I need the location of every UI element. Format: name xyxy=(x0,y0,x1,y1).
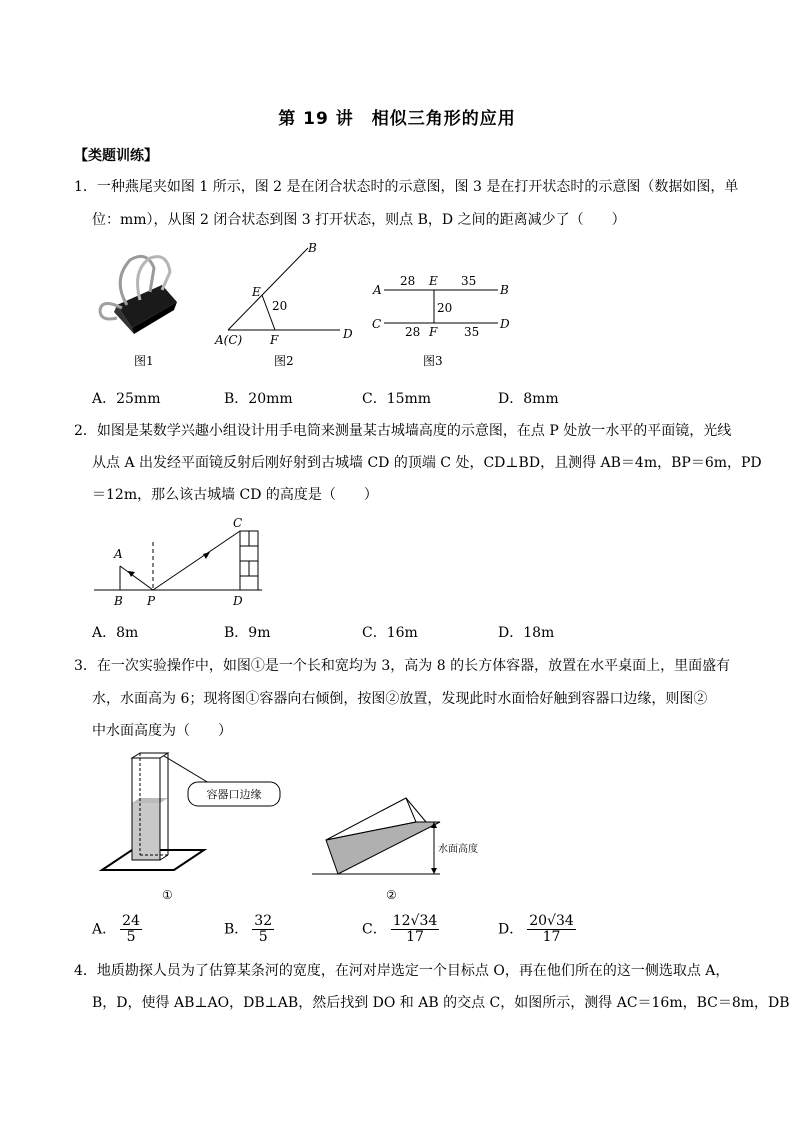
figure-wall-mirror xyxy=(92,512,272,612)
q3-text-line1: 3．在一次实验操作中，如图①是一个长和宽均为 3，高为 8 的长方体容器，放置在水平桌面上，里面盛有 xyxy=(74,658,731,674)
q3-option-b-letter: B． xyxy=(224,921,249,938)
q1-text-line1: 1．一种燕尾夹如图 1 所示，图 2 是在闭合状态时的示意图，图 3 是在打开状态时的示意图（数据如图，单 xyxy=(74,179,739,195)
q3-option-c-num: 12√34 xyxy=(392,913,438,929)
figure-upright-container xyxy=(92,748,292,878)
fig3-mid: 20 xyxy=(437,301,453,315)
fig3-top-left: 28 xyxy=(400,274,416,288)
fig3-caption: 图3 xyxy=(423,354,443,368)
fig2-length: 20 xyxy=(272,299,288,313)
q4-text-line1: 4．地质勘探人员为了估算某条河的宽度，在河对岸选定一个目标点 O，再在他们所在的这一侧选取点 A， xyxy=(74,963,730,979)
fig3-label-a: A xyxy=(373,283,382,297)
q2-text-line3: ＝12m，那么该古城墙 CD 的高度是（ ） xyxy=(92,487,378,503)
fig2-label-d: D xyxy=(343,327,353,341)
fig-q2-label-d: D xyxy=(233,594,243,608)
figure-tilted-container xyxy=(308,792,508,882)
fig-q2-label-p: P xyxy=(147,594,156,608)
fig2-label-f: F xyxy=(270,333,279,347)
callout-label: 容器口边缘 xyxy=(206,788,262,801)
fig3-bot-left: 28 xyxy=(405,325,421,339)
q3-option-d-num: 20√34 xyxy=(529,913,574,929)
q3-text-line3: 中水面高度为（ ） xyxy=(92,723,232,739)
q2-option-d[interactable]: D．18m xyxy=(498,625,555,641)
q3-option-a-num: 24 xyxy=(122,913,140,929)
fig-q3-caption-1: ① xyxy=(162,888,173,902)
height-label: 水面高度 xyxy=(438,844,478,855)
binder-clip-image xyxy=(92,250,187,345)
q2-text-line2: 从点 A 出发经平面镜反射后刚好射到古城墙 CD 的顶端 C 处，CD⊥BD，且测得 AB＝4m，BP＝6m，PD xyxy=(92,455,762,471)
q3-option-b-num: 32 xyxy=(254,913,273,929)
fig-q2-label-a: A xyxy=(114,547,123,561)
fig1-caption: 图1 xyxy=(134,354,154,368)
q3-option-d-den: 17 xyxy=(542,929,561,945)
q2-option-c[interactable]: C．16m xyxy=(362,625,418,641)
q3-option-d-letter: D． xyxy=(498,921,524,938)
fig3-label-d: D xyxy=(500,317,510,331)
q3-option-a[interactable] xyxy=(92,914,142,945)
q2-text-line1: 2．如图是某数学兴趣小组设计用手电筒来测量某古城墙高度的示意图，在点 P 处放一水平的平面镜，光线 xyxy=(74,423,732,439)
fig3-label-f: F xyxy=(429,325,438,339)
q3-option-c[interactable] xyxy=(362,914,439,945)
q3-option-a-den: 5 xyxy=(126,929,136,945)
q3-option-c-den: 17 xyxy=(406,929,424,945)
page-title: 第 19 讲 相似三角形的应用 xyxy=(278,109,516,129)
fig2-label-e: E xyxy=(252,285,261,299)
fig3-label-e: E xyxy=(429,274,438,288)
q2-option-a[interactable]: A．8m xyxy=(92,625,139,641)
fig2-label-ac: A(C) xyxy=(215,333,243,347)
q1-option-c[interactable]: C．15mm xyxy=(362,391,432,407)
figure-2-closed xyxy=(210,240,360,350)
q3-text-line2: 水，水面高为 6；现将图①容器向右倾倒，按图②放置，发现此时水面恰好触到容器口边缘，则图② xyxy=(92,691,708,707)
section-heading: 【类题训练】 xyxy=(74,148,158,164)
fig-q2-label-b: B xyxy=(114,594,123,608)
q1-option-d[interactable]: D．8mm xyxy=(498,391,559,407)
q3-option-b-den: 5 xyxy=(258,929,268,945)
fig2-label-b: B xyxy=(308,241,317,255)
q4-text-line2: B，D，使得 AB⊥AO，DB⊥AB，然后找到 DO 和 AB 的交点 C，如图所示，测得 AC＝16m，BC＝8m，DB xyxy=(92,995,790,1011)
fig3-label-b: B xyxy=(500,283,509,297)
q2-option-b[interactable]: B．9m xyxy=(224,625,271,641)
fig-q2-label-c: C xyxy=(233,516,243,530)
figure-3-open xyxy=(368,272,518,342)
q3-option-b[interactable] xyxy=(224,914,274,945)
fig-q3-caption-2: ② xyxy=(386,888,397,902)
q1-option-a[interactable]: A．25mm xyxy=(92,391,161,407)
fig3-label-c: C xyxy=(372,317,382,331)
q3-option-a-letter: A． xyxy=(92,921,117,938)
q1-text-line2: 位：mm），从图 2 闭合状态到图 3 打开状态，则点 B，D 之间的距离减少了（ ） xyxy=(92,212,626,228)
q3-option-c-letter: C． xyxy=(362,921,387,938)
fig3-bot-right: 35 xyxy=(464,325,480,339)
q1-option-b[interactable]: B．20mm xyxy=(224,391,293,407)
q3-option-d[interactable] xyxy=(498,914,576,945)
fig3-top-right: 35 xyxy=(461,274,477,288)
fig2-caption: 图2 xyxy=(274,354,294,368)
